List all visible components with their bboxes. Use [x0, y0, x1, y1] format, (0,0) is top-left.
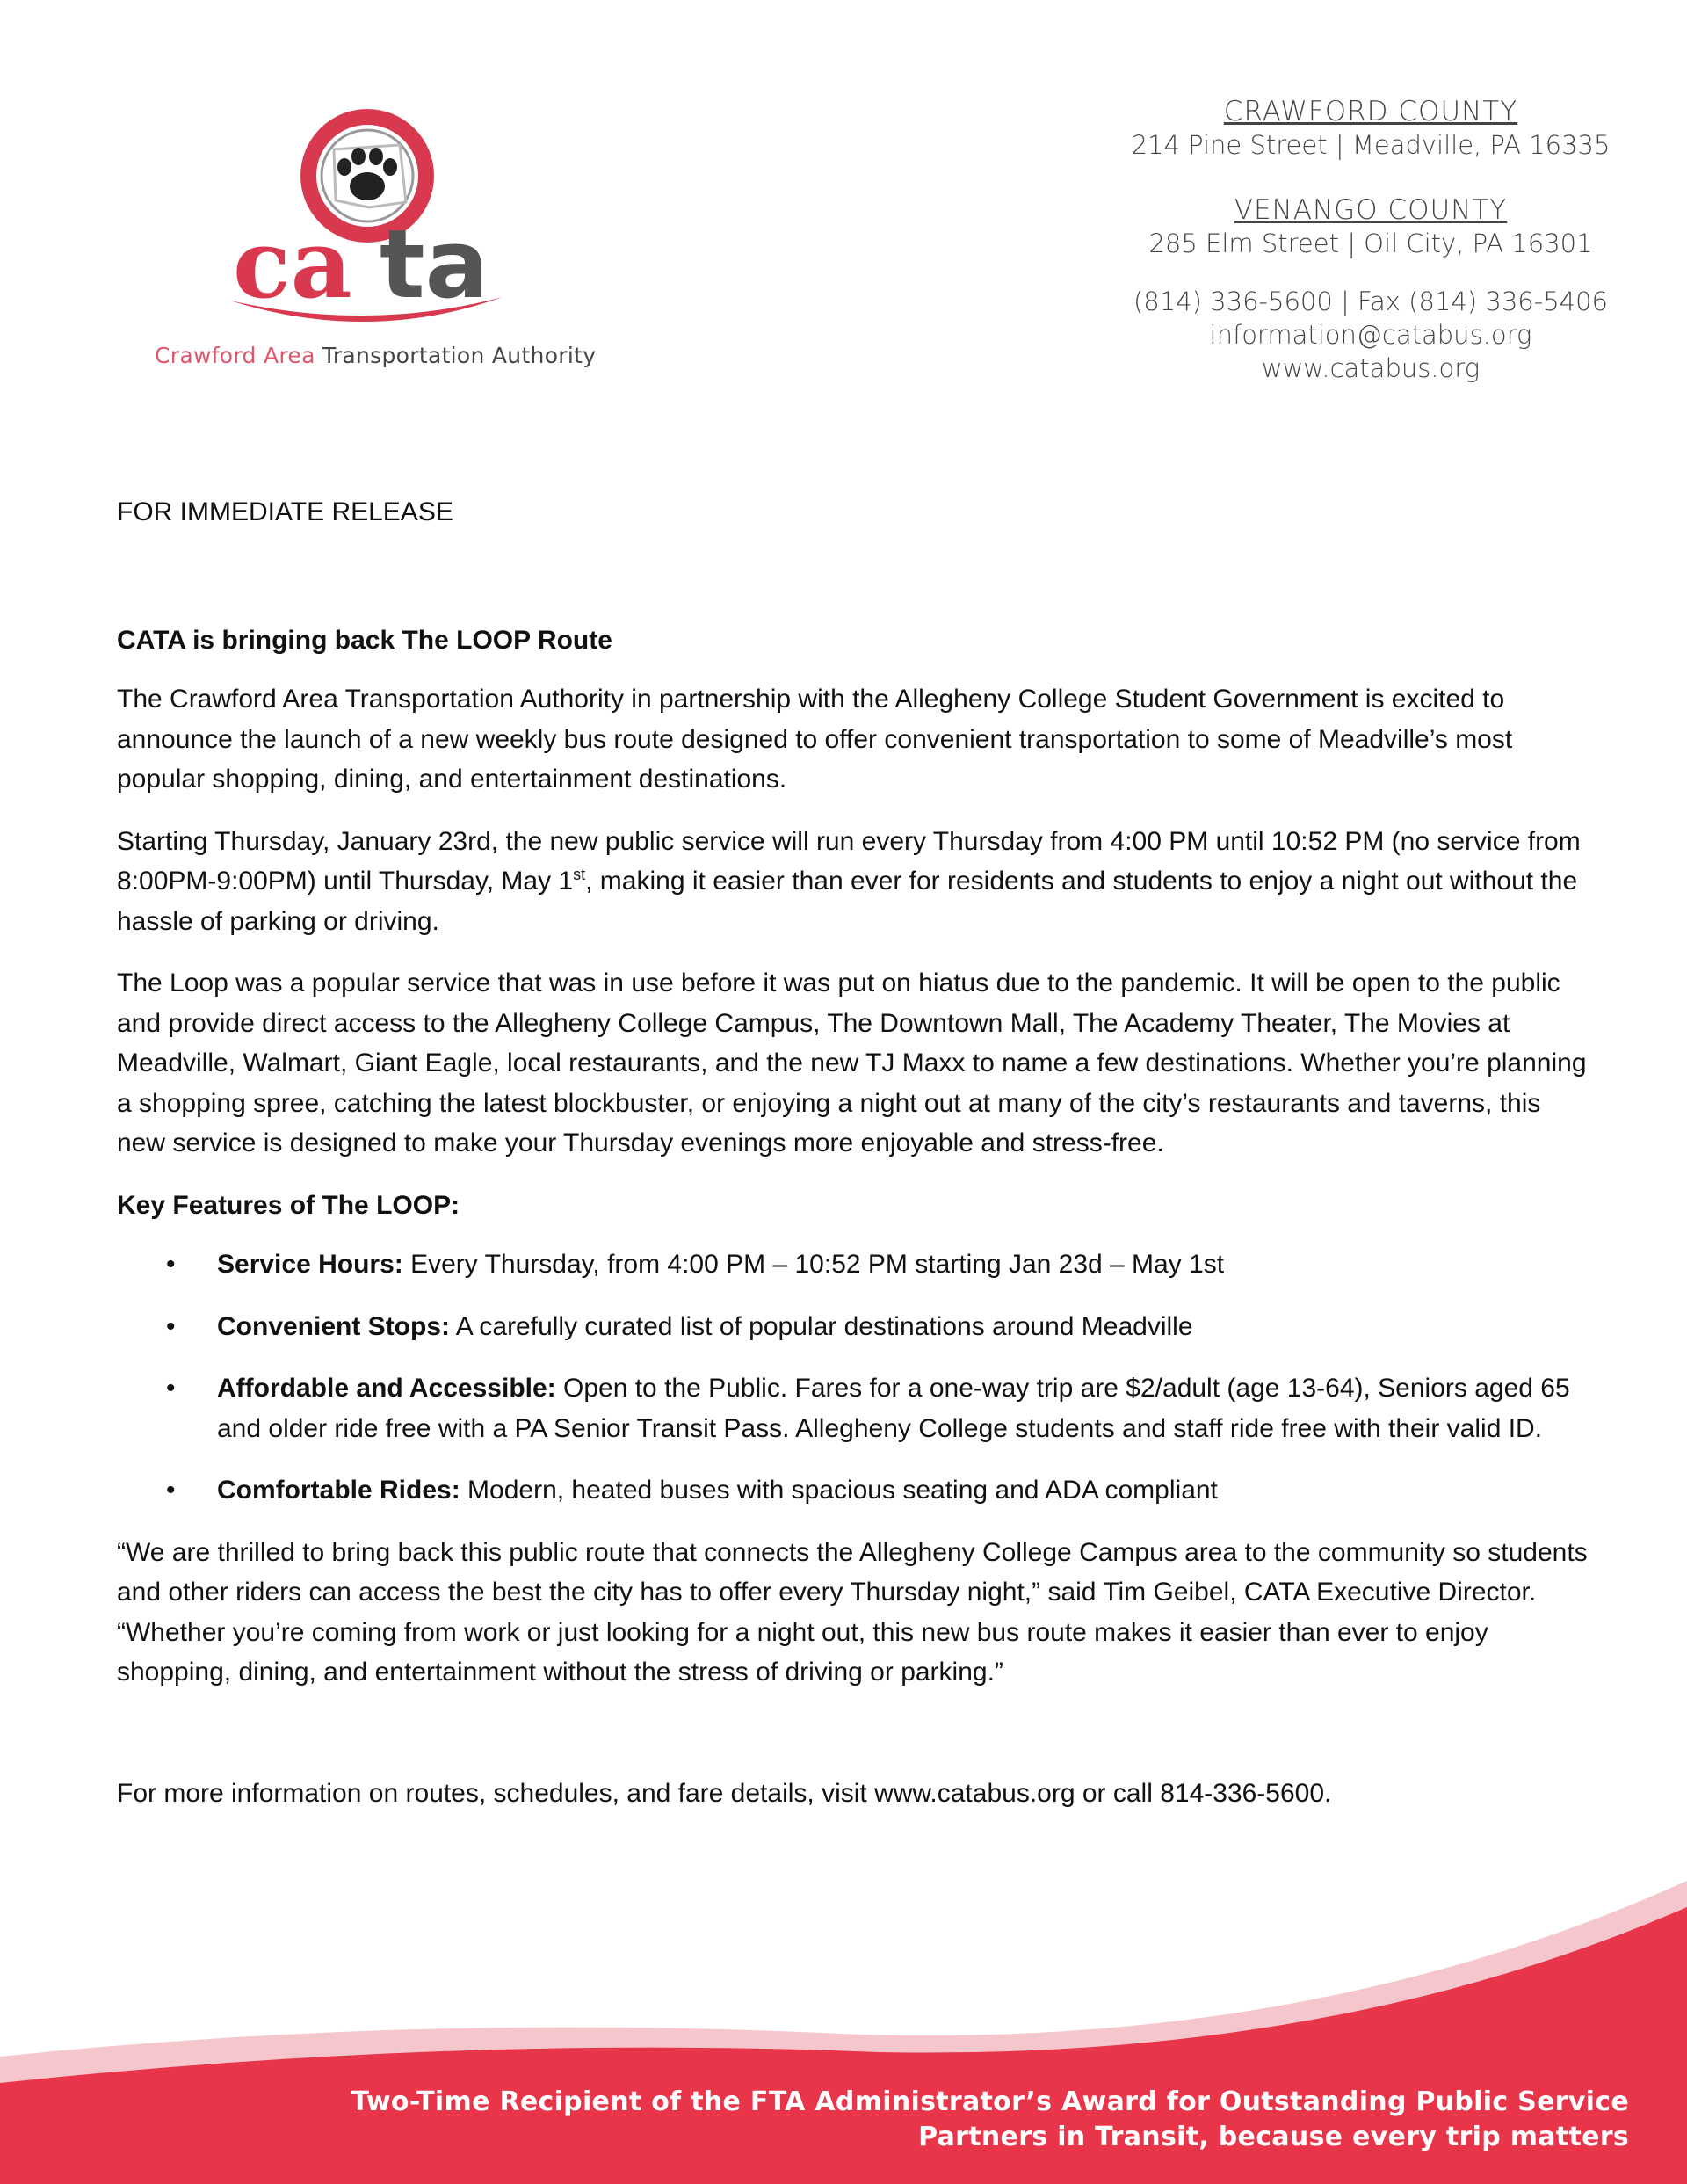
logo-tagline: [155, 343, 596, 368]
features-heading: Key Features of The LOOP:: [117, 1190, 460, 1220]
footer-line-award: Two-Time Recipient of the FTA Administrator’s Award for Outstanding Public Service: [351, 2086, 1629, 2117]
cata-logo: [149, 97, 589, 378]
crawford-address: 214 Pine Street | Meadville, PA 16335: [1131, 130, 1611, 160]
cata-logo-graphic: [149, 97, 589, 378]
contact-block: [1090, 95, 1652, 385]
crawford-county-heading: CRAWFORD COUNTY: [1223, 96, 1518, 127]
feature-item: • Service Hours: Every Thursday, from 4:00 PM – 10:52 PM starting Jan 23d – May 1st: [166, 1250, 1225, 1279]
headline: CATA is bringing back The LOOP Route: [117, 625, 612, 655]
feature-item: • Comfortable Rides: Modern, heated buses with spacious seating and ADA compliant: [166, 1476, 1218, 1505]
logo-letters-ta: ta: [380, 210, 489, 320]
paragraph-history: The Loop was a popular service that was in use before it was put on hiatus due to the pandemic. It will be open to the public and provide direct access to the Allegheny College Campus, The Downtown Mall, The Academy Theater, The Movies at Meadville, Walmart, Giant Eagle, local restaurants, and the new TJ Maxx to name a few destinations. Whether you’re planning a shopping spree, catching the latest blockbuster, or enjoying a night out at many of the city’s restaurants and taverns, this new service is designed to make your Thursday evenings more enjoyable and stress-free.: [117, 969, 1587, 1157]
phone-fax: (814) 336-5600 | Fax (814) 336-5406: [1133, 287, 1608, 316]
tagline-gray: Transportation Authority: [322, 343, 597, 368]
website-link[interactable]: www.catabus.org: [1261, 353, 1481, 383]
quote-paragraph: “We are thrilled to bring back this public route that connects the Allegheny College Campus area to the community so students and other riders can access the best the city has to offer every Thursday night,” said Tim Geibel, CATA Executive Director. “Whether you’re coming from work or just looking for a night out, this new bus route makes it easier than ever to enjoy shopping, dining, and entertainment without the stress of driving or parking.”: [117, 1537, 1588, 1687]
tagline-red: Crawford Area: [155, 343, 315, 368]
release-label: FOR IMMEDIATE RELEASE: [117, 497, 453, 526]
paragraph-intro: The Crawford Area Transportation Authority in partnership with the Allegheny College Student Government is excited to announce the launch of a new weekly bus route designed to offer convenient transportation to some of Meadville’s most popular shopping, dining, and entertainment destinations.: [117, 685, 1513, 794]
paragraph-schedule: Starting Thursday, January 23rd, the new public service will run every Thursday from 4:00 PM until 10:52 PM (no service from 8:00PM-9:00PM) until Thursday, May 1st, making it easier than ever for residents and students to enjoy a night out without the hassle of parking or driving.: [117, 826, 1581, 936]
email-address[interactable]: information@catabus.org: [1209, 320, 1532, 350]
footer-tagline: [351, 2085, 1629, 2155]
press-release-body: [117, 492, 1593, 1835]
feature-item: • Convenient Stops: A carefully curated list of popular destinations around Meadville: [166, 1311, 1193, 1341]
features-list: [117, 1244, 1593, 1511]
feature-item: • Affordable and Accessible: Open to the Public. Fares for a one-way trip are $2/adult (age 13-64), Seniors aged 65 and older ride free with a PA Senior Transit Pass. Allegheny College students and staff ride free with their valid ID.: [166, 1374, 1570, 1443]
more-info: For more information on routes, schedules, and fare details, visit www.catabus.org or call 814-336-5600.: [117, 1778, 1332, 1808]
logo-letters-ca: ca: [233, 209, 352, 320]
venango-county-heading: VENANGO COUNTY: [1234, 194, 1508, 226]
venango-address: 285 Elm Street | Oil City, PA 16301: [1148, 229, 1593, 258]
footer-line-partners: Partners in Transit, because every trip matters: [918, 2122, 1629, 2152]
